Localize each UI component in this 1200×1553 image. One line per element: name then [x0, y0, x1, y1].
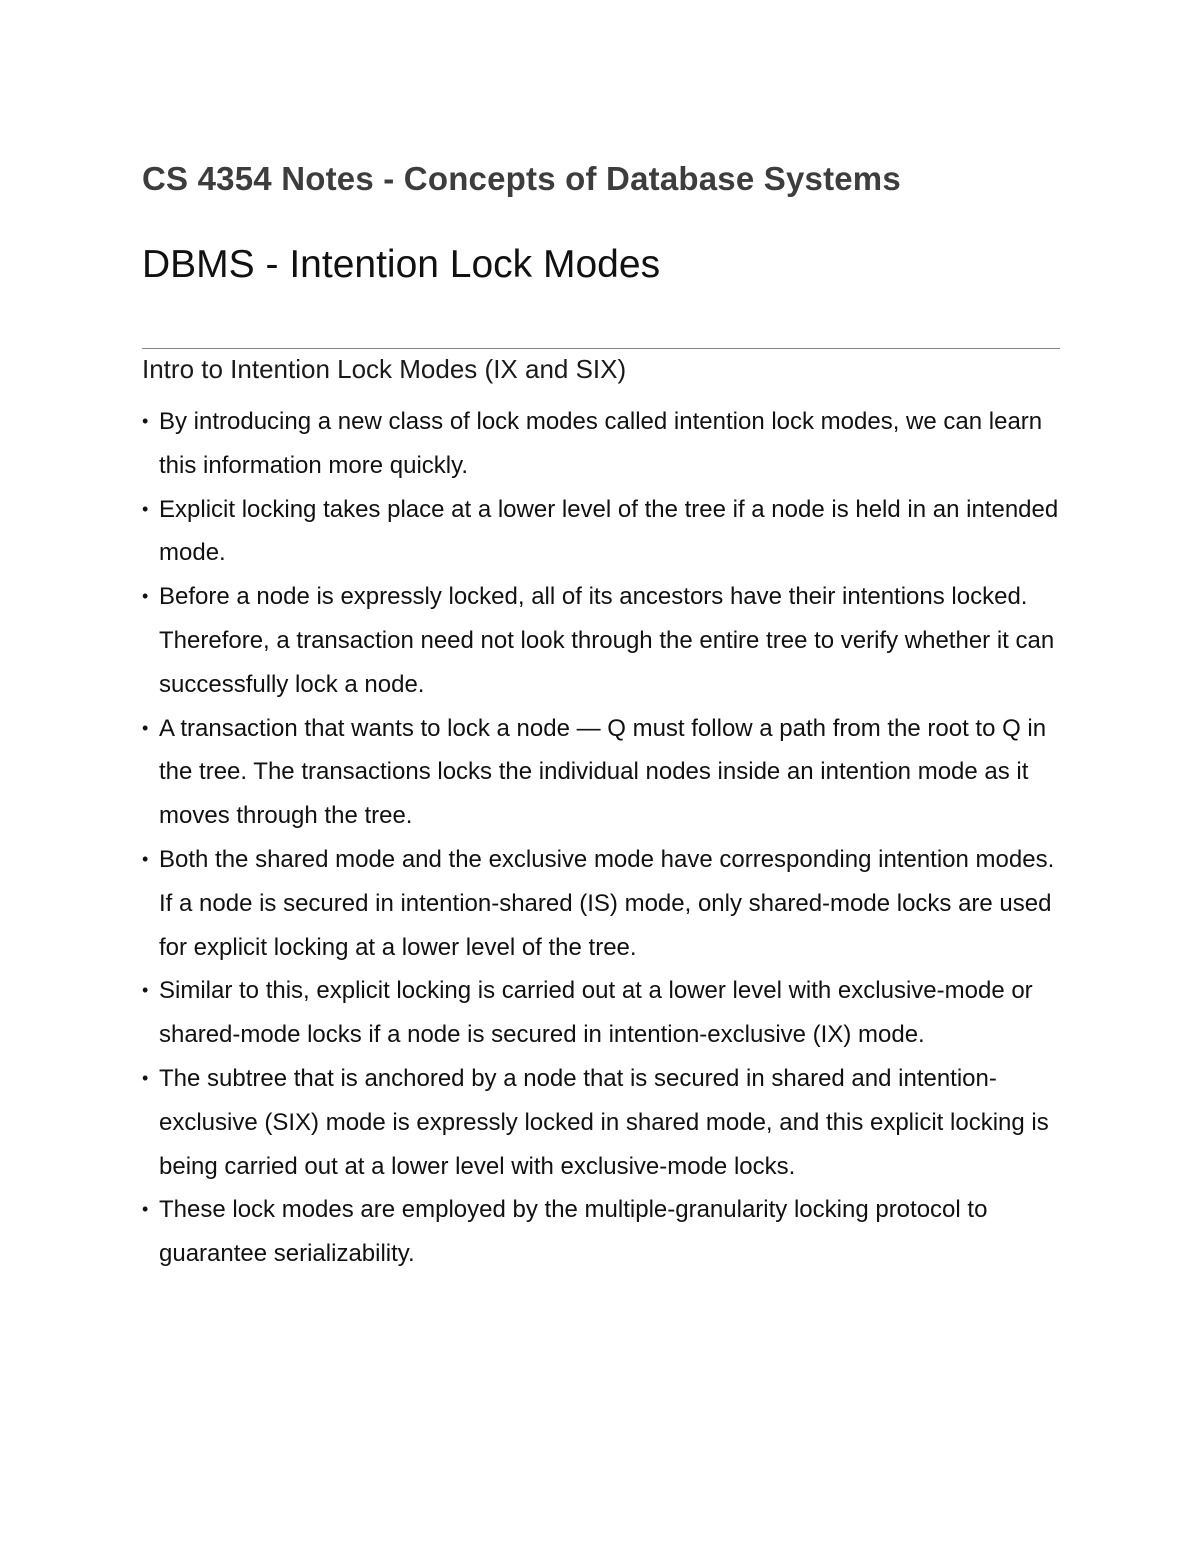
bullet-marker: •: [142, 848, 149, 869]
bullet-text: These lock modes are employed by the multiple-granularity locking protocol to guarantee serializability.: [159, 1196, 988, 1268]
bullet-text: Similar to this, explicit locking is carried out at a lower level with exclusive-mode or shared-mode locks if a node is secured in intention-exclusive (IX) mode.: [159, 977, 1033, 1049]
bullet-item: [142, 1188, 1072, 1276]
bullet-text: By introducing a new class of lock modes called intention lock modes, we can learn this information more quickly.: [159, 408, 1043, 479]
bullet-item: [142, 707, 1072, 838]
bullet-marker: •: [142, 980, 149, 1001]
bullet-item: [142, 969, 1072, 1057]
bullet-marker: •: [142, 717, 149, 738]
bullet-marker: •: [142, 1199, 149, 1220]
bullet-text: The subtree that is anchored by a node that is secured in shared and intention-exclusive (SIX) mode is expressly locked in shared mode, and this explicit locking is being carried out at a lower level with exclusive-mode locks.: [159, 1064, 1049, 1180]
bullet-item: [142, 575, 1072, 706]
bullet-marker: •: [142, 411, 149, 431]
bullet-marker: •: [142, 1067, 149, 1088]
section-divider: [142, 348, 1060, 349]
document-subtitle: DBMS - Intention Lock Modes: [142, 243, 661, 286]
bullet-item: [142, 838, 1072, 969]
document-title: CS 4354 Notes - Concepts of Database Systems: [142, 160, 901, 197]
bullet-text: Before a node is expressly locked, all of its ancestors have their intentions locked. Therefore, a transaction need not look through the entire tree to verify whether it can successfully lock a node.: [159, 583, 1055, 698]
bullet-text: A transaction that wants to lock a node — Q must follow a path from the root to Q in the tree. The transactions locks the individual nodes inside an intention mode as it moves through the tree.: [159, 714, 1047, 830]
bullet-item: [142, 488, 1072, 576]
section-heading: Intro to Intention Lock Modes (IX and SIX): [142, 354, 627, 384]
bullet-item: [142, 400, 1072, 488]
bullet-marker: •: [142, 586, 149, 607]
bullet-text: Explicit locking takes place at a lower level of the tree if a node is held in an intended mode.: [159, 495, 1059, 567]
bullet-text: Both the shared mode and the exclusive mode have corresponding intention modes. If a node is secured in intention-shared (IS) mode, only shared-mode locks are used for explicit locking at a lower level of the tree.: [159, 845, 1055, 961]
bullet-item: [142, 1057, 1072, 1188]
bullet-marker: •: [142, 498, 149, 519]
bullet-list: [142, 400, 1072, 1276]
